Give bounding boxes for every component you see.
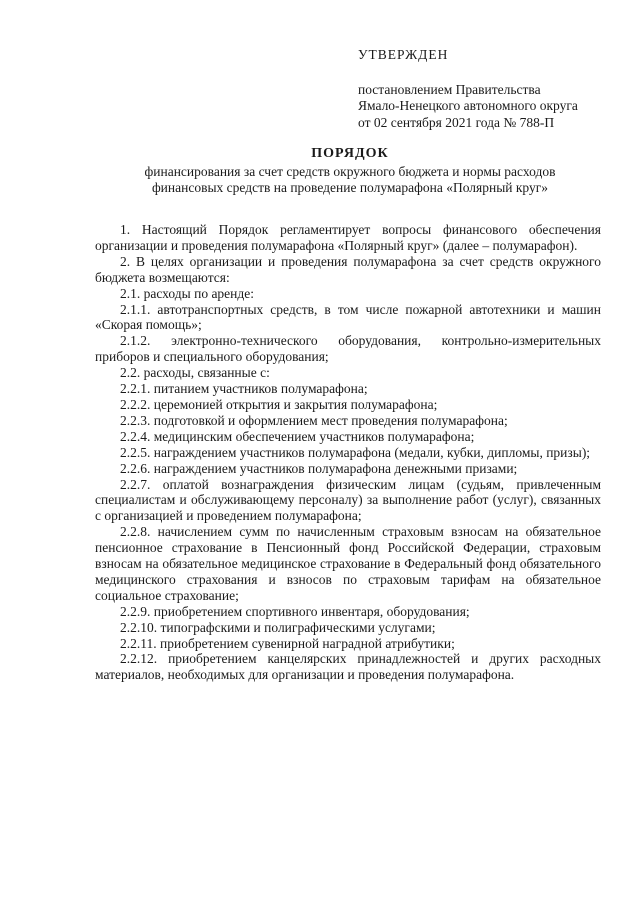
- paragraph: 2.1.1. автотранспортных средств, в том числе пожарной автотехники и машин «Скорая помощь»;: [95, 301, 601, 333]
- paragraph: 2.2.11. приобретением сувенирной наградной атрибутики;: [120, 635, 455, 651]
- document-body: [95, 222, 601, 683]
- document-subtitle-line: финансирования за счет средств окружного бюджета и нормы расходов: [144, 164, 556, 179]
- approval-line: постановлением Правительства: [358, 81, 541, 97]
- paragraph: 2.2.9. приобретением спортивного инвентаря, оборудования;: [120, 603, 470, 619]
- paragraph: 2.2.10. типографскими и полиграфическими услугами;: [120, 619, 436, 635]
- paragraph: 2.2.4. медицинским обеспечением участников полумарафона;: [120, 428, 475, 444]
- paragraph: 2.2.6. награждением участников полумарафона денежными призами;: [120, 460, 518, 476]
- paragraph: 2.2. расходы, связанные с:: [120, 365, 270, 381]
- paragraph: 2.2.1. питанием участников полумарафона;: [120, 381, 368, 397]
- approval-line: Ямало-Ненецкого автономного округа: [358, 98, 578, 113]
- document-title-block: [95, 146, 605, 196]
- paragraph: 2.1. расходы по аренде:: [120, 285, 255, 301]
- document-title: ПОРЯДОК: [311, 146, 389, 161]
- paragraph: 2.2.8. начислением сумм по начисленным страховым взносам на обязательное пенсионное страхование в Пенсионный фонд Российской Федерации, страховым взносам на обязательное медицинское страхование в Федеральный фонд обязательного медицинского страхования и взносов по страховым тарифам на обязательное социальное страхование;: [95, 524, 601, 603]
- paragraph: 2.2.3. подготовкой и оформлением мест проведения полумарафона;: [120, 412, 508, 428]
- paragraph: 2.1.2. электронно-технического оборудования, контрольно-измерительных приборов и специального оборудования;: [95, 333, 601, 365]
- document-subtitle-line: финансовых средств на проведение полумарафона «Полярный круг»: [151, 180, 549, 195]
- paragraph: 2.2.2. церемонией открытия и закрытия полумарафона;: [120, 396, 438, 412]
- approval-heading: УТВЕРЖДЕН: [358, 47, 449, 62]
- approval-line: от 02 сентября 2021 года № 788-П: [358, 114, 555, 130]
- paragraph: 2.2.5. награждением участников полумарафона (медали, кубки, дипломы, призы);: [120, 444, 591, 460]
- paragraph: 2.2.7. оплатой вознаграждения физическим лицам (судьям, привлеченным специалистам и обслуживающему персоналу) за выполнение работ (услуг), связанных с организацией и проведением полумарафона;: [95, 476, 601, 524]
- paragraph: 2.2.12. приобретением канцелярских принадлежностей и других расходных материалов, необходимых для организации и проведения полумарафона.: [95, 651, 601, 683]
- approval-stamp: [358, 47, 578, 131]
- paragraph: 2. В целях организации и проведения полумарафона за счет средств окружного бюджета возмещаются:: [95, 253, 601, 285]
- paragraph: 1. Настоящий Порядок регламентирует вопросы финансового обеспечения организации и проведения полумарафона «Полярный круг» (далее – полумарафон).: [95, 222, 601, 253]
